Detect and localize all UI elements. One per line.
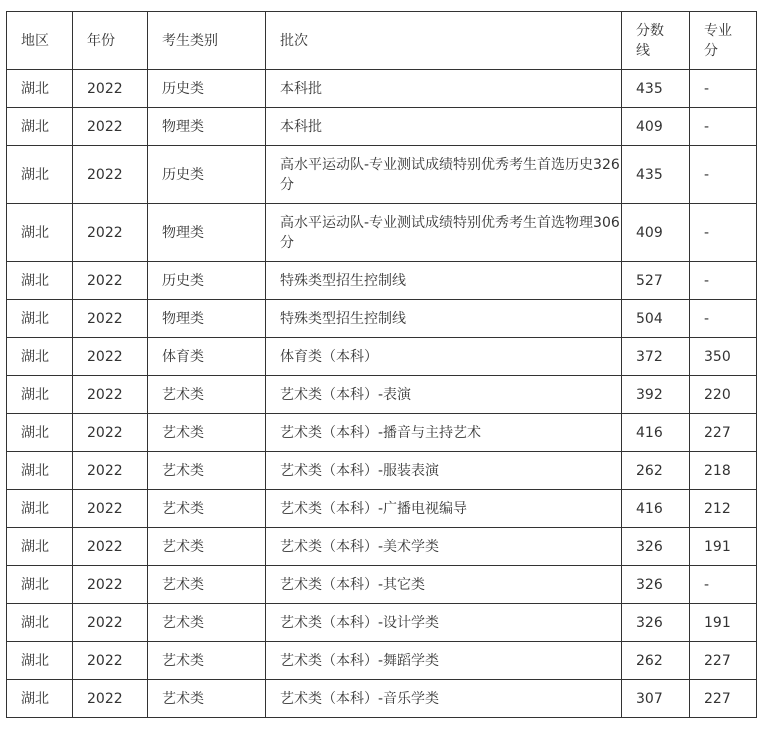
cell-score-line: 326 — [622, 528, 690, 566]
cell-category: 艺术类 — [148, 642, 266, 680]
cell-category: 物理类 — [148, 300, 266, 338]
cell-category: 艺术类 — [148, 490, 266, 528]
table-row — [7, 70, 757, 108]
cell-year: 2022 — [73, 680, 148, 718]
cell-year: 2022 — [73, 376, 148, 414]
header-year: 年份 — [73, 12, 148, 70]
header-batch: 批次 — [266, 12, 622, 70]
table-row — [7, 642, 757, 680]
cell-category: 艺术类 — [148, 414, 266, 452]
cell-category: 艺术类 — [148, 376, 266, 414]
cell-region: 湖北 — [7, 642, 73, 680]
score-table-container — [6, 11, 757, 718]
cell-batch: 艺术类（本科）-舞蹈学类 — [266, 642, 622, 680]
cell-major-score: 212 — [690, 490, 757, 528]
table-row — [7, 566, 757, 604]
cell-score-line: 504 — [622, 300, 690, 338]
cell-score-line: 262 — [622, 452, 690, 490]
table-row — [7, 680, 757, 718]
table-header-row — [7, 12, 757, 70]
cell-year: 2022 — [73, 490, 148, 528]
cell-region: 湖北 — [7, 528, 73, 566]
cell-category: 历史类 — [148, 262, 266, 300]
cell-year: 2022 — [73, 604, 148, 642]
table-row — [7, 146, 757, 204]
cell-year: 2022 — [73, 452, 148, 490]
table-row — [7, 452, 757, 490]
cell-major-score: 191 — [690, 528, 757, 566]
cell-category: 艺术类 — [148, 680, 266, 718]
cell-major-score: 227 — [690, 642, 757, 680]
cell-region: 湖北 — [7, 604, 73, 642]
cell-batch: 艺术类（本科）-美术学类 — [266, 528, 622, 566]
cell-category: 历史类 — [148, 146, 266, 204]
cell-region: 湖北 — [7, 566, 73, 604]
cell-year: 2022 — [73, 300, 148, 338]
cell-major-score: - — [690, 300, 757, 338]
cell-category: 艺术类 — [148, 566, 266, 604]
cell-region: 湖北 — [7, 146, 73, 204]
table-row — [7, 300, 757, 338]
header-category: 考生类别 — [148, 12, 266, 70]
cell-batch: 艺术类（本科）-服装表演 — [266, 452, 622, 490]
cell-major-score: - — [690, 566, 757, 604]
cell-region: 湖北 — [7, 300, 73, 338]
cell-category: 艺术类 — [148, 452, 266, 490]
cell-batch: 体育类（本科） — [266, 338, 622, 376]
table-row — [7, 338, 757, 376]
cell-year: 2022 — [73, 108, 148, 146]
cell-region: 湖北 — [7, 376, 73, 414]
table-row — [7, 108, 757, 146]
cell-score-line: 416 — [622, 414, 690, 452]
header-score-line: 分数线 — [622, 12, 690, 70]
cell-score-line: 435 — [622, 70, 690, 108]
cell-region: 湖北 — [7, 262, 73, 300]
cell-batch: 艺术类（本科）-音乐学类 — [266, 680, 622, 718]
cell-region: 湖北 — [7, 490, 73, 528]
cell-category: 艺术类 — [148, 528, 266, 566]
table-row — [7, 604, 757, 642]
table-row — [7, 376, 757, 414]
header-region: 地区 — [7, 12, 73, 70]
cell-batch: 本科批 — [266, 70, 622, 108]
cell-score-line: 326 — [622, 604, 690, 642]
table-row — [7, 204, 757, 262]
cell-year: 2022 — [73, 414, 148, 452]
cell-batch: 艺术类（本科）-表演 — [266, 376, 622, 414]
cell-major-score: 350 — [690, 338, 757, 376]
cell-region: 湖北 — [7, 338, 73, 376]
cell-score-line: 435 — [622, 146, 690, 204]
cell-score-line: 262 — [622, 642, 690, 680]
cell-batch: 艺术类（本科）-播音与主持艺术 — [266, 414, 622, 452]
cell-major-score: 218 — [690, 452, 757, 490]
cell-major-score: - — [690, 70, 757, 108]
cell-category: 艺术类 — [148, 604, 266, 642]
cell-year: 2022 — [73, 146, 148, 204]
cell-batch: 高水平运动队-专业测试成绩特别优秀考生首选物理306分 — [266, 204, 622, 262]
cell-region: 湖北 — [7, 452, 73, 490]
cell-category: 体育类 — [148, 338, 266, 376]
cell-major-score: - — [690, 108, 757, 146]
cell-batch: 特殊类型招生控制线 — [266, 300, 622, 338]
cell-score-line: 409 — [622, 204, 690, 262]
cell-batch: 特殊类型招生控制线 — [266, 262, 622, 300]
cell-region: 湖北 — [7, 680, 73, 718]
cell-year: 2022 — [73, 642, 148, 680]
cell-category: 物理类 — [148, 108, 266, 146]
cell-region: 湖北 — [7, 204, 73, 262]
table-row — [7, 262, 757, 300]
cell-major-score: 191 — [690, 604, 757, 642]
cell-category: 历史类 — [148, 70, 266, 108]
cell-category: 物理类 — [148, 204, 266, 262]
cell-major-score: - — [690, 146, 757, 204]
cell-score-line: 326 — [622, 566, 690, 604]
cell-major-score: - — [690, 204, 757, 262]
cell-year: 2022 — [73, 338, 148, 376]
cell-score-line: 392 — [622, 376, 690, 414]
cell-score-line: 416 — [622, 490, 690, 528]
table-row — [7, 528, 757, 566]
header-major-score: 专业分 — [690, 12, 757, 70]
score-table — [6, 11, 757, 718]
table-body — [7, 70, 757, 718]
cell-region: 湖北 — [7, 70, 73, 108]
table-row — [7, 414, 757, 452]
cell-batch: 高水平运动队-专业测试成绩特别优秀考生首选历史326分 — [266, 146, 622, 204]
cell-batch: 艺术类（本科）-设计学类 — [266, 604, 622, 642]
cell-score-line: 409 — [622, 108, 690, 146]
cell-score-line: 372 — [622, 338, 690, 376]
cell-year: 2022 — [73, 70, 148, 108]
cell-batch: 本科批 — [266, 108, 622, 146]
cell-major-score: 227 — [690, 680, 757, 718]
cell-batch: 艺术类（本科）-广播电视编导 — [266, 490, 622, 528]
cell-score-line: 527 — [622, 262, 690, 300]
cell-year: 2022 — [73, 566, 148, 604]
cell-year: 2022 — [73, 262, 148, 300]
cell-batch: 艺术类（本科）-其它类 — [266, 566, 622, 604]
cell-score-line: 307 — [622, 680, 690, 718]
cell-major-score: 227 — [690, 414, 757, 452]
cell-major-score: - — [690, 262, 757, 300]
cell-region: 湖北 — [7, 108, 73, 146]
cell-major-score: 220 — [690, 376, 757, 414]
cell-year: 2022 — [73, 528, 148, 566]
cell-region: 湖北 — [7, 414, 73, 452]
cell-year: 2022 — [73, 204, 148, 262]
table-row — [7, 490, 757, 528]
